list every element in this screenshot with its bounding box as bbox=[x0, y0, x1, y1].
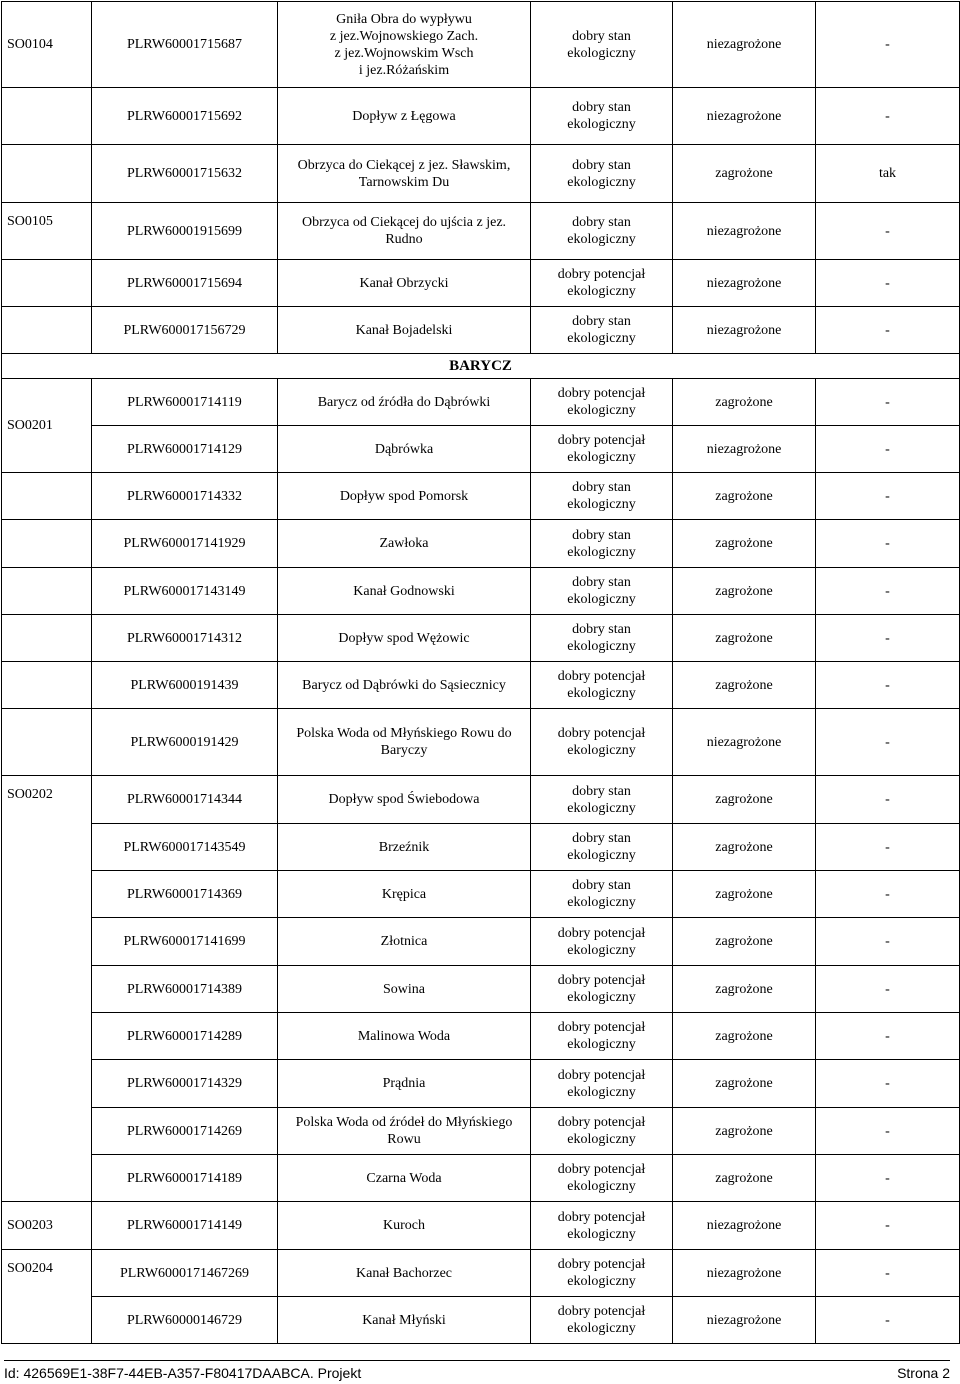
so-code-cell: SO0201 bbox=[2, 379, 92, 473]
flag-cell: - bbox=[816, 824, 960, 871]
ecological-state-cell: dobry potencjał ekologiczny bbox=[531, 1155, 673, 1202]
table-row bbox=[2, 473, 960, 520]
river-name-cell: Prądnia bbox=[278, 1060, 531, 1108]
so-code-cell: SO0105 bbox=[2, 203, 92, 260]
ecological-state-cell: dobry stan ekologiczny bbox=[531, 2, 673, 88]
table-row bbox=[2, 520, 960, 568]
so-code-cell: SO0204 bbox=[2, 1250, 92, 1344]
ecological-state-cell: dobry stan ekologiczny bbox=[531, 824, 673, 871]
river-name-cell: Brzeźnik bbox=[278, 824, 531, 871]
water-body-code-cell: PLRW60000146729 bbox=[92, 1297, 278, 1344]
water-body-code-cell: PLRW6000191439 bbox=[92, 662, 278, 709]
flag-cell: - bbox=[816, 1013, 960, 1060]
river-name-cell: Dopływ spod Wężowic bbox=[278, 615, 531, 662]
water-body-code-cell: PLRW60001715687 bbox=[92, 2, 278, 88]
so-code-cell: SO0202 bbox=[2, 776, 92, 1202]
risk-status-cell: niezagrożone bbox=[673, 307, 816, 354]
so-code-cell: SO0203 bbox=[2, 1202, 92, 1250]
water-body-code-cell: PLRW60001714389 bbox=[92, 966, 278, 1013]
risk-status-cell: niezagrożone bbox=[673, 1297, 816, 1344]
ecological-state-cell: dobry potencjał ekologiczny bbox=[531, 1250, 673, 1297]
ecological-state-cell: dobry stan ekologiczny bbox=[531, 776, 673, 824]
ecological-state-cell: dobry stan ekologiczny bbox=[531, 145, 673, 203]
ecological-state-cell: dobry potencjał ekologiczny bbox=[531, 1202, 673, 1250]
ecological-state-cell: dobry potencjał ekologiczny bbox=[531, 1108, 673, 1155]
table-row bbox=[2, 824, 960, 871]
river-name-cell: Polska Woda od Młyńskiego Rowu do Baryczy bbox=[278, 709, 531, 776]
ecological-state-cell: dobry stan ekologiczny bbox=[531, 307, 673, 354]
so-code-cell bbox=[2, 568, 92, 615]
flag-cell: - bbox=[816, 966, 960, 1013]
water-body-code-cell: PLRW60001714269 bbox=[92, 1108, 278, 1155]
flag-cell: - bbox=[816, 918, 960, 966]
flag-cell: - bbox=[816, 568, 960, 615]
water-body-code-cell: PLRW6000191429 bbox=[92, 709, 278, 776]
section-title: BARYCZ bbox=[2, 354, 960, 379]
river-name-cell: Obrzyca do Ciekącej z jez. Sławskim, Tarnowskim Du bbox=[278, 145, 531, 203]
water-body-code-cell: PLRW60001714329 bbox=[92, 1060, 278, 1108]
flag-cell: - bbox=[816, 662, 960, 709]
river-name-cell: Kanał Godnowski bbox=[278, 568, 531, 615]
so-code-cell bbox=[2, 473, 92, 520]
risk-status-cell: niezagrożone bbox=[673, 426, 816, 473]
risk-status-cell: zagrożone bbox=[673, 662, 816, 709]
table-row bbox=[2, 918, 960, 966]
flag-cell: - bbox=[816, 871, 960, 918]
risk-status-cell: zagrożone bbox=[673, 1013, 816, 1060]
river-name-cell: Dopływ spod Świebodowa bbox=[278, 776, 531, 824]
flag-cell: - bbox=[816, 307, 960, 354]
page-footer bbox=[4, 1360, 950, 1383]
flag-cell: - bbox=[816, 1060, 960, 1108]
water-body-code-cell: PLRW60001714149 bbox=[92, 1202, 278, 1250]
flag-cell: - bbox=[816, 1155, 960, 1202]
flag-cell: tak bbox=[816, 145, 960, 203]
table-row bbox=[2, 1297, 960, 1344]
table-row bbox=[2, 615, 960, 662]
flag-cell: - bbox=[816, 426, 960, 473]
river-name-cell: Zawłoka bbox=[278, 520, 531, 568]
table-row bbox=[2, 1060, 960, 1108]
ecological-state-cell: dobry stan ekologiczny bbox=[531, 88, 673, 145]
water-body-code-cell: PLRW600017141699 bbox=[92, 918, 278, 966]
river-name-cell: Polska Woda od źródeł do Młyńskiego Rowu bbox=[278, 1108, 531, 1155]
table-row bbox=[2, 966, 960, 1013]
river-name-cell: Kuroch bbox=[278, 1202, 531, 1250]
ecological-state-cell: dobry stan ekologiczny bbox=[531, 871, 673, 918]
river-name-cell: Gniła Obra do wypływu z jez.Wojnowskiego Zach. z jez.Wojnowskim Wsch i jez.Różańskim bbox=[278, 2, 531, 88]
ecological-state-cell: dobry potencjał ekologiczny bbox=[531, 918, 673, 966]
water-body-code-cell: PLRW600017141929 bbox=[92, 520, 278, 568]
risk-status-cell: zagrożone bbox=[673, 918, 816, 966]
risk-status-cell: zagrożone bbox=[673, 1060, 816, 1108]
ecological-state-cell: dobry potencjał ekologiczny bbox=[531, 1297, 673, 1344]
risk-status-cell: zagrożone bbox=[673, 615, 816, 662]
table-row bbox=[2, 662, 960, 709]
so-code-cell bbox=[2, 307, 92, 354]
table-row bbox=[2, 2, 960, 88]
ecological-state-cell: dobry potencjał ekologiczny bbox=[531, 662, 673, 709]
ecological-state-cell: dobry potencjał ekologiczny bbox=[531, 426, 673, 473]
river-name-cell: Sowina bbox=[278, 966, 531, 1013]
ecological-state-cell: dobry potencjał ekologiczny bbox=[531, 966, 673, 1013]
water-body-code-cell: PLRW600017143149 bbox=[92, 568, 278, 615]
so-code-cell: SO0104 bbox=[2, 2, 92, 88]
table-row bbox=[2, 426, 960, 473]
table-row bbox=[2, 1202, 960, 1250]
table-row bbox=[2, 260, 960, 307]
water-body-code-cell: PLRW600017143549 bbox=[92, 824, 278, 871]
river-name-cell: Dopływ z Łęgowa bbox=[278, 88, 531, 145]
risk-status-cell: zagrożone bbox=[673, 1108, 816, 1155]
risk-status-cell: zagrożone bbox=[673, 871, 816, 918]
so-code-cell bbox=[2, 145, 92, 203]
flag-cell: - bbox=[816, 88, 960, 145]
flag-cell: - bbox=[816, 1202, 960, 1250]
page-number-text: Strona 2 bbox=[897, 1365, 950, 1381]
flag-cell: - bbox=[816, 203, 960, 260]
risk-status-cell: zagrożone bbox=[673, 1155, 816, 1202]
risk-status-cell: zagrożone bbox=[673, 473, 816, 520]
water-body-code-cell: PLRW6000171467269 bbox=[92, 1250, 278, 1297]
table-row bbox=[2, 88, 960, 145]
flag-cell: - bbox=[816, 520, 960, 568]
river-name-cell: Złotnica bbox=[278, 918, 531, 966]
risk-status-cell: zagrożone bbox=[673, 966, 816, 1013]
so-code-cell bbox=[2, 88, 92, 145]
table-row bbox=[2, 203, 960, 260]
so-code-cell bbox=[2, 709, 92, 776]
flag-cell: - bbox=[816, 709, 960, 776]
ecological-state-cell: dobry potencjał ekologiczny bbox=[531, 1060, 673, 1108]
water-body-code-cell: PLRW60001714129 bbox=[92, 426, 278, 473]
water-body-code-cell: PLRW60001715694 bbox=[92, 260, 278, 307]
water-body-code-cell: PLRW60001715692 bbox=[92, 88, 278, 145]
ecological-state-cell: dobry stan ekologiczny bbox=[531, 203, 673, 260]
river-name-cell: Dąbrówka bbox=[278, 426, 531, 473]
risk-status-cell: niezagrożone bbox=[673, 2, 816, 88]
flag-cell: - bbox=[816, 1297, 960, 1344]
river-name-cell: Czarna Woda bbox=[278, 1155, 531, 1202]
water-body-code-cell: PLRW60001714119 bbox=[92, 379, 278, 426]
risk-status-cell: zagrożone bbox=[673, 520, 816, 568]
table-row bbox=[2, 709, 960, 776]
river-name-cell: Obrzyca od Ciekącej do ujścia z jez. Rudno bbox=[278, 203, 531, 260]
river-name-cell: Barycz od źródła do Dąbrówki bbox=[278, 379, 531, 426]
so-code-cell bbox=[2, 260, 92, 307]
so-code-cell bbox=[2, 615, 92, 662]
water-body-code-cell: PLRW60001915699 bbox=[92, 203, 278, 260]
ecological-state-cell: dobry potencjał ekologiczny bbox=[531, 709, 673, 776]
table-row bbox=[2, 776, 960, 824]
river-name-cell: Krępica bbox=[278, 871, 531, 918]
water-body-code-cell: PLRW60001714344 bbox=[92, 776, 278, 824]
table-row bbox=[2, 1250, 960, 1297]
risk-status-cell: zagrożone bbox=[673, 379, 816, 426]
risk-status-cell: zagrożone bbox=[673, 776, 816, 824]
river-name-cell: Barycz od Dąbrówki do Sąsiecznicy bbox=[278, 662, 531, 709]
table-row bbox=[2, 145, 960, 203]
flag-cell: - bbox=[816, 260, 960, 307]
table-row bbox=[2, 1013, 960, 1060]
table-row bbox=[2, 871, 960, 918]
ecological-state-cell: dobry stan ekologiczny bbox=[531, 615, 673, 662]
flag-cell: - bbox=[816, 1250, 960, 1297]
water-body-code-cell: PLRW60001714312 bbox=[92, 615, 278, 662]
river-name-cell: Kanał Bachorzec bbox=[278, 1250, 531, 1297]
document-id-text: Id: 426569E1-38F7-44EB-A357-F80417DAABCA. Projekt bbox=[4, 1365, 362, 1381]
ecological-state-cell: dobry stan ekologiczny bbox=[531, 473, 673, 520]
ecological-state-cell: dobry potencjał ekologiczny bbox=[531, 260, 673, 307]
water-bodies-table bbox=[1, 1, 960, 1344]
table-row bbox=[2, 307, 960, 354]
river-name-cell: Kanał Bojadelski bbox=[278, 307, 531, 354]
flag-cell: - bbox=[816, 1108, 960, 1155]
risk-status-cell: niezagrożone bbox=[673, 1250, 816, 1297]
table-row bbox=[2, 568, 960, 615]
flag-cell: - bbox=[816, 776, 960, 824]
so-code-cell bbox=[2, 662, 92, 709]
risk-status-cell: niezagrożone bbox=[673, 1202, 816, 1250]
water-body-code-cell: PLRW600017156729 bbox=[92, 307, 278, 354]
risk-status-cell: niezagrożone bbox=[673, 203, 816, 260]
water-body-code-cell: PLRW60001714189 bbox=[92, 1155, 278, 1202]
risk-status-cell: niezagrożone bbox=[673, 260, 816, 307]
table-row bbox=[2, 1108, 960, 1155]
river-name-cell: Kanał Młyński bbox=[278, 1297, 531, 1344]
risk-status-cell: zagrożone bbox=[673, 824, 816, 871]
ecological-state-cell: dobry stan ekologiczny bbox=[531, 520, 673, 568]
river-name-cell: Kanał Obrzycki bbox=[278, 260, 531, 307]
so-code-cell bbox=[2, 520, 92, 568]
river-name-cell: Malinowa Woda bbox=[278, 1013, 531, 1060]
water-body-code-cell: PLRW60001715632 bbox=[92, 145, 278, 203]
risk-status-cell: zagrożone bbox=[673, 568, 816, 615]
water-body-code-cell: PLRW60001714332 bbox=[92, 473, 278, 520]
risk-status-cell: niezagrożone bbox=[673, 88, 816, 145]
risk-status-cell: zagrożone bbox=[673, 145, 816, 203]
water-body-code-cell: PLRW60001714369 bbox=[92, 871, 278, 918]
flag-cell: - bbox=[816, 2, 960, 88]
flag-cell: - bbox=[816, 379, 960, 426]
section-header-row bbox=[2, 354, 960, 379]
flag-cell: - bbox=[816, 615, 960, 662]
table-row bbox=[2, 379, 960, 426]
flag-cell: - bbox=[816, 473, 960, 520]
ecological-state-cell: dobry potencjał ekologiczny bbox=[531, 1013, 673, 1060]
risk-status-cell: niezagrożone bbox=[673, 709, 816, 776]
ecological-state-cell: dobry stan ekologiczny bbox=[531, 568, 673, 615]
water-body-code-cell: PLRW60001714289 bbox=[92, 1013, 278, 1060]
table-row bbox=[2, 1155, 960, 1202]
river-name-cell: Dopływ spod Pomorsk bbox=[278, 473, 531, 520]
ecological-state-cell: dobry potencjał ekologiczny bbox=[531, 379, 673, 426]
